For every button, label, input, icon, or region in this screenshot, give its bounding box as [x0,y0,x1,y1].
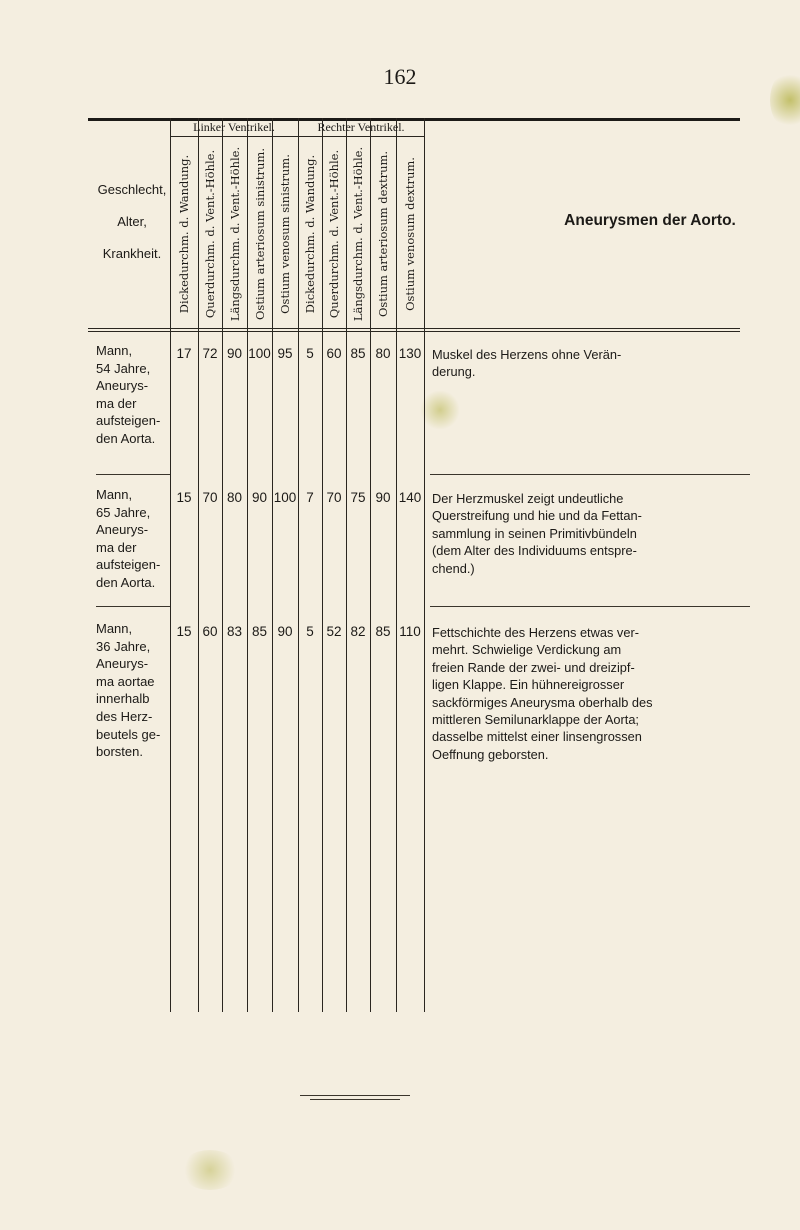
table-cell: 70 [326,490,342,505]
row-label-line: Mann, [96,621,133,636]
table-cell: 85 [350,346,366,361]
row-note-line: freien Rande der zwei- und dreizipf- [432,659,635,675]
ventricle-title-rule [170,136,424,137]
row-label-line: Aneurys- [96,378,149,394]
table-cell: 140 [398,490,422,505]
column-header [346,140,370,328]
row-label-line: Aneurys- [96,522,149,538]
row-note [432,490,752,577]
row-note-line: mehrt. Schwielige Verdickung am [432,642,622,658]
paper-stain [180,1150,240,1190]
row-note-line: ligen Klappe. Ein hühnereigrosser [432,677,625,693]
row-rule [430,474,750,475]
row-note-line: dasselbe mittelst einer linsengrossen [432,729,642,745]
row-note-line: Querstreifung und hie und da Fettan- [432,508,642,524]
row-label [96,342,176,448]
column-header-label: Querdurchm. d. Vent.-Höhle. [327,149,341,319]
row-note [432,624,752,763]
row-note-line: Fettschichte des Herzens etwas ver- [432,625,639,640]
column-header [198,140,222,328]
header-bottom-rule [88,328,740,329]
table-cell: 60 [202,624,218,639]
table-cell: 100 [248,346,271,361]
table-cell: 100 [273,490,297,505]
row-label-line: 54 Jahre, [96,360,151,376]
paper-stain [420,390,460,430]
footer-rule [310,1099,400,1100]
row-note-line: Oeffnung geborsten. [432,746,549,762]
table-cell: 72 [202,346,218,361]
table-cell: 5 [306,624,314,639]
row-label-line: ma der [96,539,137,555]
table-cell: 17 [176,346,192,361]
row-label-line: ma aortae [96,673,155,689]
column-header [272,140,298,328]
table-cell: 60 [326,346,342,361]
row-rule [96,606,170,607]
table-cell: 110 [399,624,421,639]
row-header-line: Alter, [117,214,147,229]
table-cell: 70 [202,490,218,505]
row-label-line: innerhalb [96,691,150,707]
row-rule [430,606,750,607]
table-cell: 83 [226,624,243,639]
row-label-line: des Herz- [96,708,153,724]
row-label-line: Mann, [96,343,133,358]
column-header-label: Ostium venosum sinistrum. [278,154,292,314]
column-header-label: Ostium arteriosum dextrum. [376,150,390,318]
table-cell: 90 [375,490,391,505]
row-note-line: derung. [432,364,476,380]
column-header-label: Ostium arteriosum sinistrum. [252,148,267,320]
row-label [96,486,176,592]
row-note-line: Muskel des Herzens ohne Verän- [432,347,622,362]
row-rule [96,474,170,475]
footer-rule [300,1095,410,1096]
row-note-line: (dem Alter des Individuums entspre- [432,543,637,559]
row-header-line: Krankheit. [102,246,162,261]
column-header [322,140,346,328]
column-header-label: Dickedurchm. d. Wandung. [177,154,191,314]
row-header-label [94,174,170,270]
right-ventricle-title: Rechter Ventrikel. [317,120,405,134]
table-cell: 85 [375,624,391,639]
left-ventricle-title: Linker Ventrikel. [193,120,275,134]
row-note-line: Der Herzmuskel zeigt undeutliche [432,491,624,506]
row-note-line: sackförmiges Aneurysma oberhalb des [432,694,653,710]
row-note [432,346,752,381]
row-note-line: mittleren Semilunarklappe der Aorta; [432,712,639,728]
row-label-line: den Aorta. [96,574,156,590]
column-header [298,140,322,328]
table-cell: 75 [350,490,366,505]
column-header [396,140,424,328]
row-label-line: Aneurys- [96,656,149,672]
row-note-line: sammlung in seinen Primitivbündeln [432,525,637,541]
table-cell: 90 [251,490,268,505]
row-header-line: Geschlecht, [97,182,167,197]
column-header-label: Längsdurchm. d. Vent.-Höhle. [227,146,242,322]
column-header-label: Längsdurchm. d. Vent.-Höhle. [351,146,365,322]
row-label-line: den Aorta. [96,430,156,446]
column-header-label: Ostium venosum dextrum. [403,157,417,311]
table-cell: 80 [375,346,391,361]
row-label-line: Mann, [96,487,133,502]
column-header-label: Dickedurchm. d. Wandung. [303,154,317,314]
header-bottom-rule-2 [88,331,740,332]
page-number: 162 [383,64,417,89]
table-cell: 15 [176,490,192,505]
column-rule [424,118,425,1012]
notes-header: Aneurysmen der Aorto. [564,212,736,229]
column-header [170,140,198,328]
row-label-line: aufsteigen- [96,413,161,429]
column-header [222,140,247,328]
row-label-line: 65 Jahre, [96,504,151,520]
table-cell: 5 [306,346,314,361]
table-cell: 80 [226,490,243,505]
column-header [370,140,396,328]
table-cell: 15 [176,624,192,639]
row-label-line: 36 Jahre, [96,638,151,654]
table-cell: 82 [350,624,366,639]
table-cell: 52 [326,624,342,639]
table-cell: 90 [277,624,293,639]
row-label [96,620,176,761]
table-cell: 130 [398,346,422,361]
table-cell: 90 [226,346,243,361]
row-label-line: borsten. [96,744,143,760]
table-cell: 95 [277,346,293,361]
table-cell: 85 [251,624,268,639]
row-label-line: aufsteigen- [96,557,161,573]
paper-stain [770,70,800,130]
row-label-line: ma der [96,395,137,411]
column-header [247,140,272,328]
row-note-line: chend.) [432,560,475,576]
table-cell: 7 [306,490,314,505]
row-label-line: beutels ge- [96,726,161,742]
column-header-label: Querdurchm. d. Vent.-Höhle. [203,149,217,319]
